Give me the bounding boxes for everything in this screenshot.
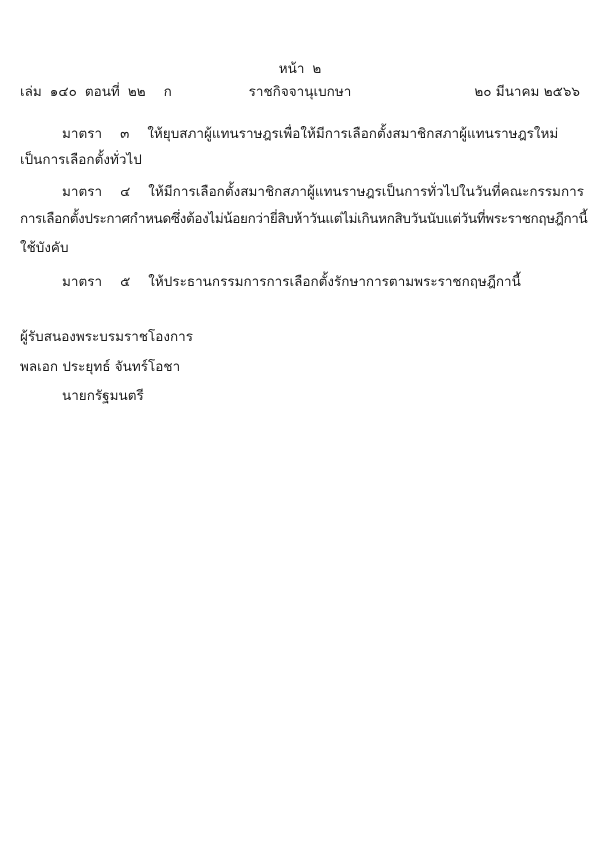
section-text: ให้มีการเลือกตั้งสมาชิกสภาผู้แทนราษฎรเป็นการทั่วไปในวันที่คณะกรรมการ: [148, 184, 584, 200]
section-text: ให้ยุบสภาผู้แทนราษฎรเพื่อให้มีการเลือกตั้งสมาชิกสภาผู้แทนราษฎรใหม่: [147, 126, 559, 142]
section-3-first-line: [62, 122, 558, 144]
section-number: ๕: [120, 274, 131, 290]
part-letter: ก: [163, 84, 172, 100]
gazette-header: [20, 80, 580, 100]
section-3-line-2: เป็นการเลือกตั้งทั่วไป: [20, 152, 142, 168]
section-number: ๔: [120, 184, 131, 200]
signatory-title: นายกรัฐมนตรี: [62, 388, 144, 404]
volume-label: เล่ม: [20, 84, 42, 100]
volume-number: ๑๔๐: [49, 84, 77, 100]
signatory-name: พลเอก ประยุทธ์ จันทร์โอชา: [20, 359, 181, 375]
section-4-line-3: ใช้บังคับ: [20, 240, 69, 256]
section-label: มาตรา: [62, 126, 103, 142]
section-number: ๓: [120, 126, 130, 142]
section-label: มาตรา: [62, 184, 103, 200]
part-number: ๒๒: [127, 84, 146, 100]
page-number: ๒: [312, 61, 322, 77]
section-label: มาตรา: [62, 274, 103, 290]
page-number-line: [0, 57, 600, 79]
section-4-line-2: การเลือกตั้งประกาศกำหนดซึ่งต้องไม่น้อยกว่ายี่สิบห้าวันแต่ไม่เกินหกสิบวันนับแต่วันที่พระราชกฤษฎีกานี้: [20, 211, 588, 227]
gazette-date: ๒๐ มีนาคม ๒๕๖๖: [474, 84, 580, 100]
section-5-first-line: [62, 270, 521, 292]
countersign-label: ผู้รับสนองพระบรมราชโองการ: [20, 329, 193, 345]
section-4-first-line: [62, 180, 584, 202]
part-label: ตอนที่: [84, 84, 120, 100]
gazette-title: ราชกิจจานุเบกษา: [248, 84, 352, 100]
section-text: ให้ประธานกรรมการการเลือกตั้งรักษาการตามพระราชกฤษฎีกานี้: [148, 274, 521, 290]
page-label: หน้า: [278, 61, 305, 77]
